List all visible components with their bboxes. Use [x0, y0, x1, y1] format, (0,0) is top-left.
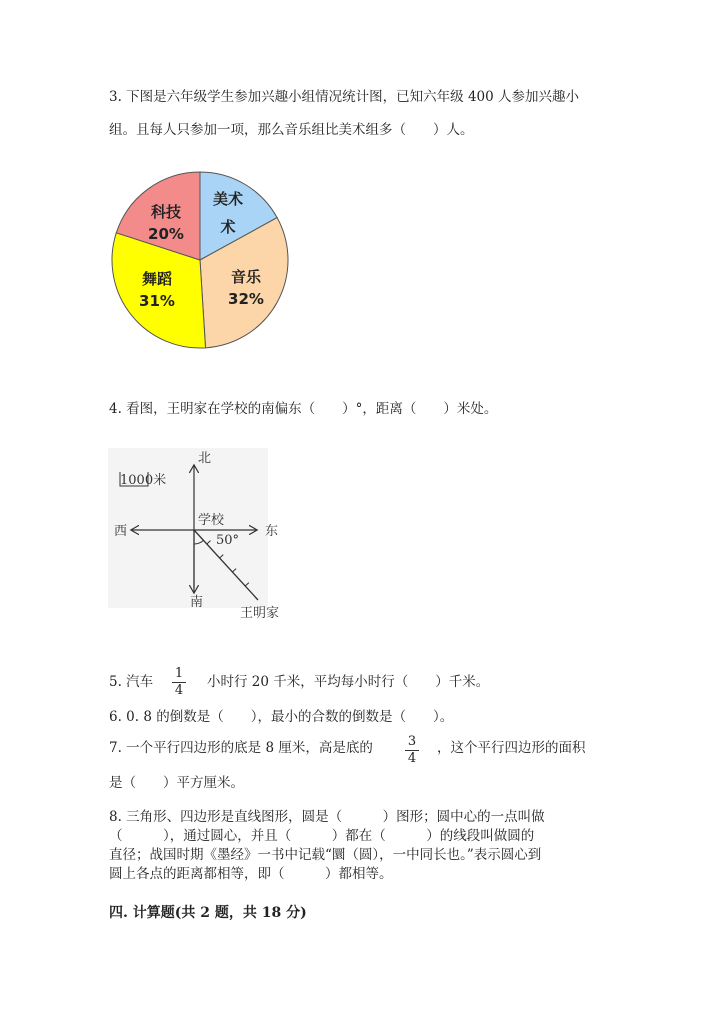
direction-map [108, 446, 308, 626]
north-label: 北 [198, 451, 212, 466]
pie-label-tech: 科技 [150, 203, 182, 221]
pie-label-meishu: 美术 [212, 190, 244, 208]
pie-slices [112, 172, 288, 348]
q5-fraction [172, 667, 186, 698]
scale-label: 1000米 [120, 473, 167, 488]
q3-line2: 组。且每人只参加一项，那么音乐组比美术组多（ ）人。 [109, 122, 474, 138]
pie-pct-dance: 31% [139, 292, 175, 310]
q7-before: 7. 一个平行四边形的底是 8 厘米，高是底的 [109, 740, 373, 756]
q5-before: 5. 汽车 [109, 674, 154, 690]
q8-line4: 圆上各点的距离都相等，即（ ）都相等。 [109, 866, 393, 882]
pie-chart [100, 170, 300, 370]
home-label: 王明家 [240, 606, 280, 621]
south-label: 南 [190, 595, 204, 610]
east-label: 东 [265, 524, 279, 539]
q5-after: 小时行 20 千米，平均每小时行（ ）千米。 [207, 674, 490, 690]
pie-pct-tech: 20% [148, 225, 184, 243]
west-label: 西 [114, 524, 128, 539]
q3-line1: 3. 下图是六年级学生参加兴趣小组情况统计图，已知六年级 400 人参加兴趣小 [109, 89, 580, 105]
q7-frac-num: 3 [407, 734, 417, 749]
school-label: 学校 [198, 513, 225, 528]
q7-line2: 是（ ）平方厘米。 [109, 775, 244, 791]
angle-label: 50° [216, 533, 240, 548]
q7-after: ，这个平行四边形的面积 [437, 740, 586, 756]
pie-label-dance: 舞蹈 [141, 270, 173, 288]
q5-frac-den: 4 [174, 683, 184, 698]
q8-line2: （ ），通过圆心，并且（ ）都在（ ）的线段叫做圆的 [109, 828, 535, 844]
pie-label-music: 音乐 [230, 268, 262, 286]
q7-fraction [405, 735, 419, 766]
pie-pct-music: 32% [228, 290, 264, 308]
q4-text: 4. 看图，王明家在学校的南偏东（ ）°，距离（ ）米处。 [109, 401, 498, 417]
q8-line1: 8. 三角形、四边形是直线图形，圆是（ ）图形；圆中心的一点叫做 [109, 809, 545, 825]
q7-frac-den: 4 [407, 751, 417, 766]
q6-text: 6. 0. 8 的倒数是（ ），最小的合数的倒数是（ ）。 [109, 709, 454, 725]
q8-line3: 直径；战国时期《墨经》一书中记载“圜（圆），一中同长也。”表示圆心到 [109, 847, 542, 863]
q5-frac-num: 1 [174, 666, 184, 681]
section-heading: 四. 计算题(共 2 题，共 18 分) [109, 905, 307, 921]
pie-label-shu: 术 [220, 218, 236, 236]
